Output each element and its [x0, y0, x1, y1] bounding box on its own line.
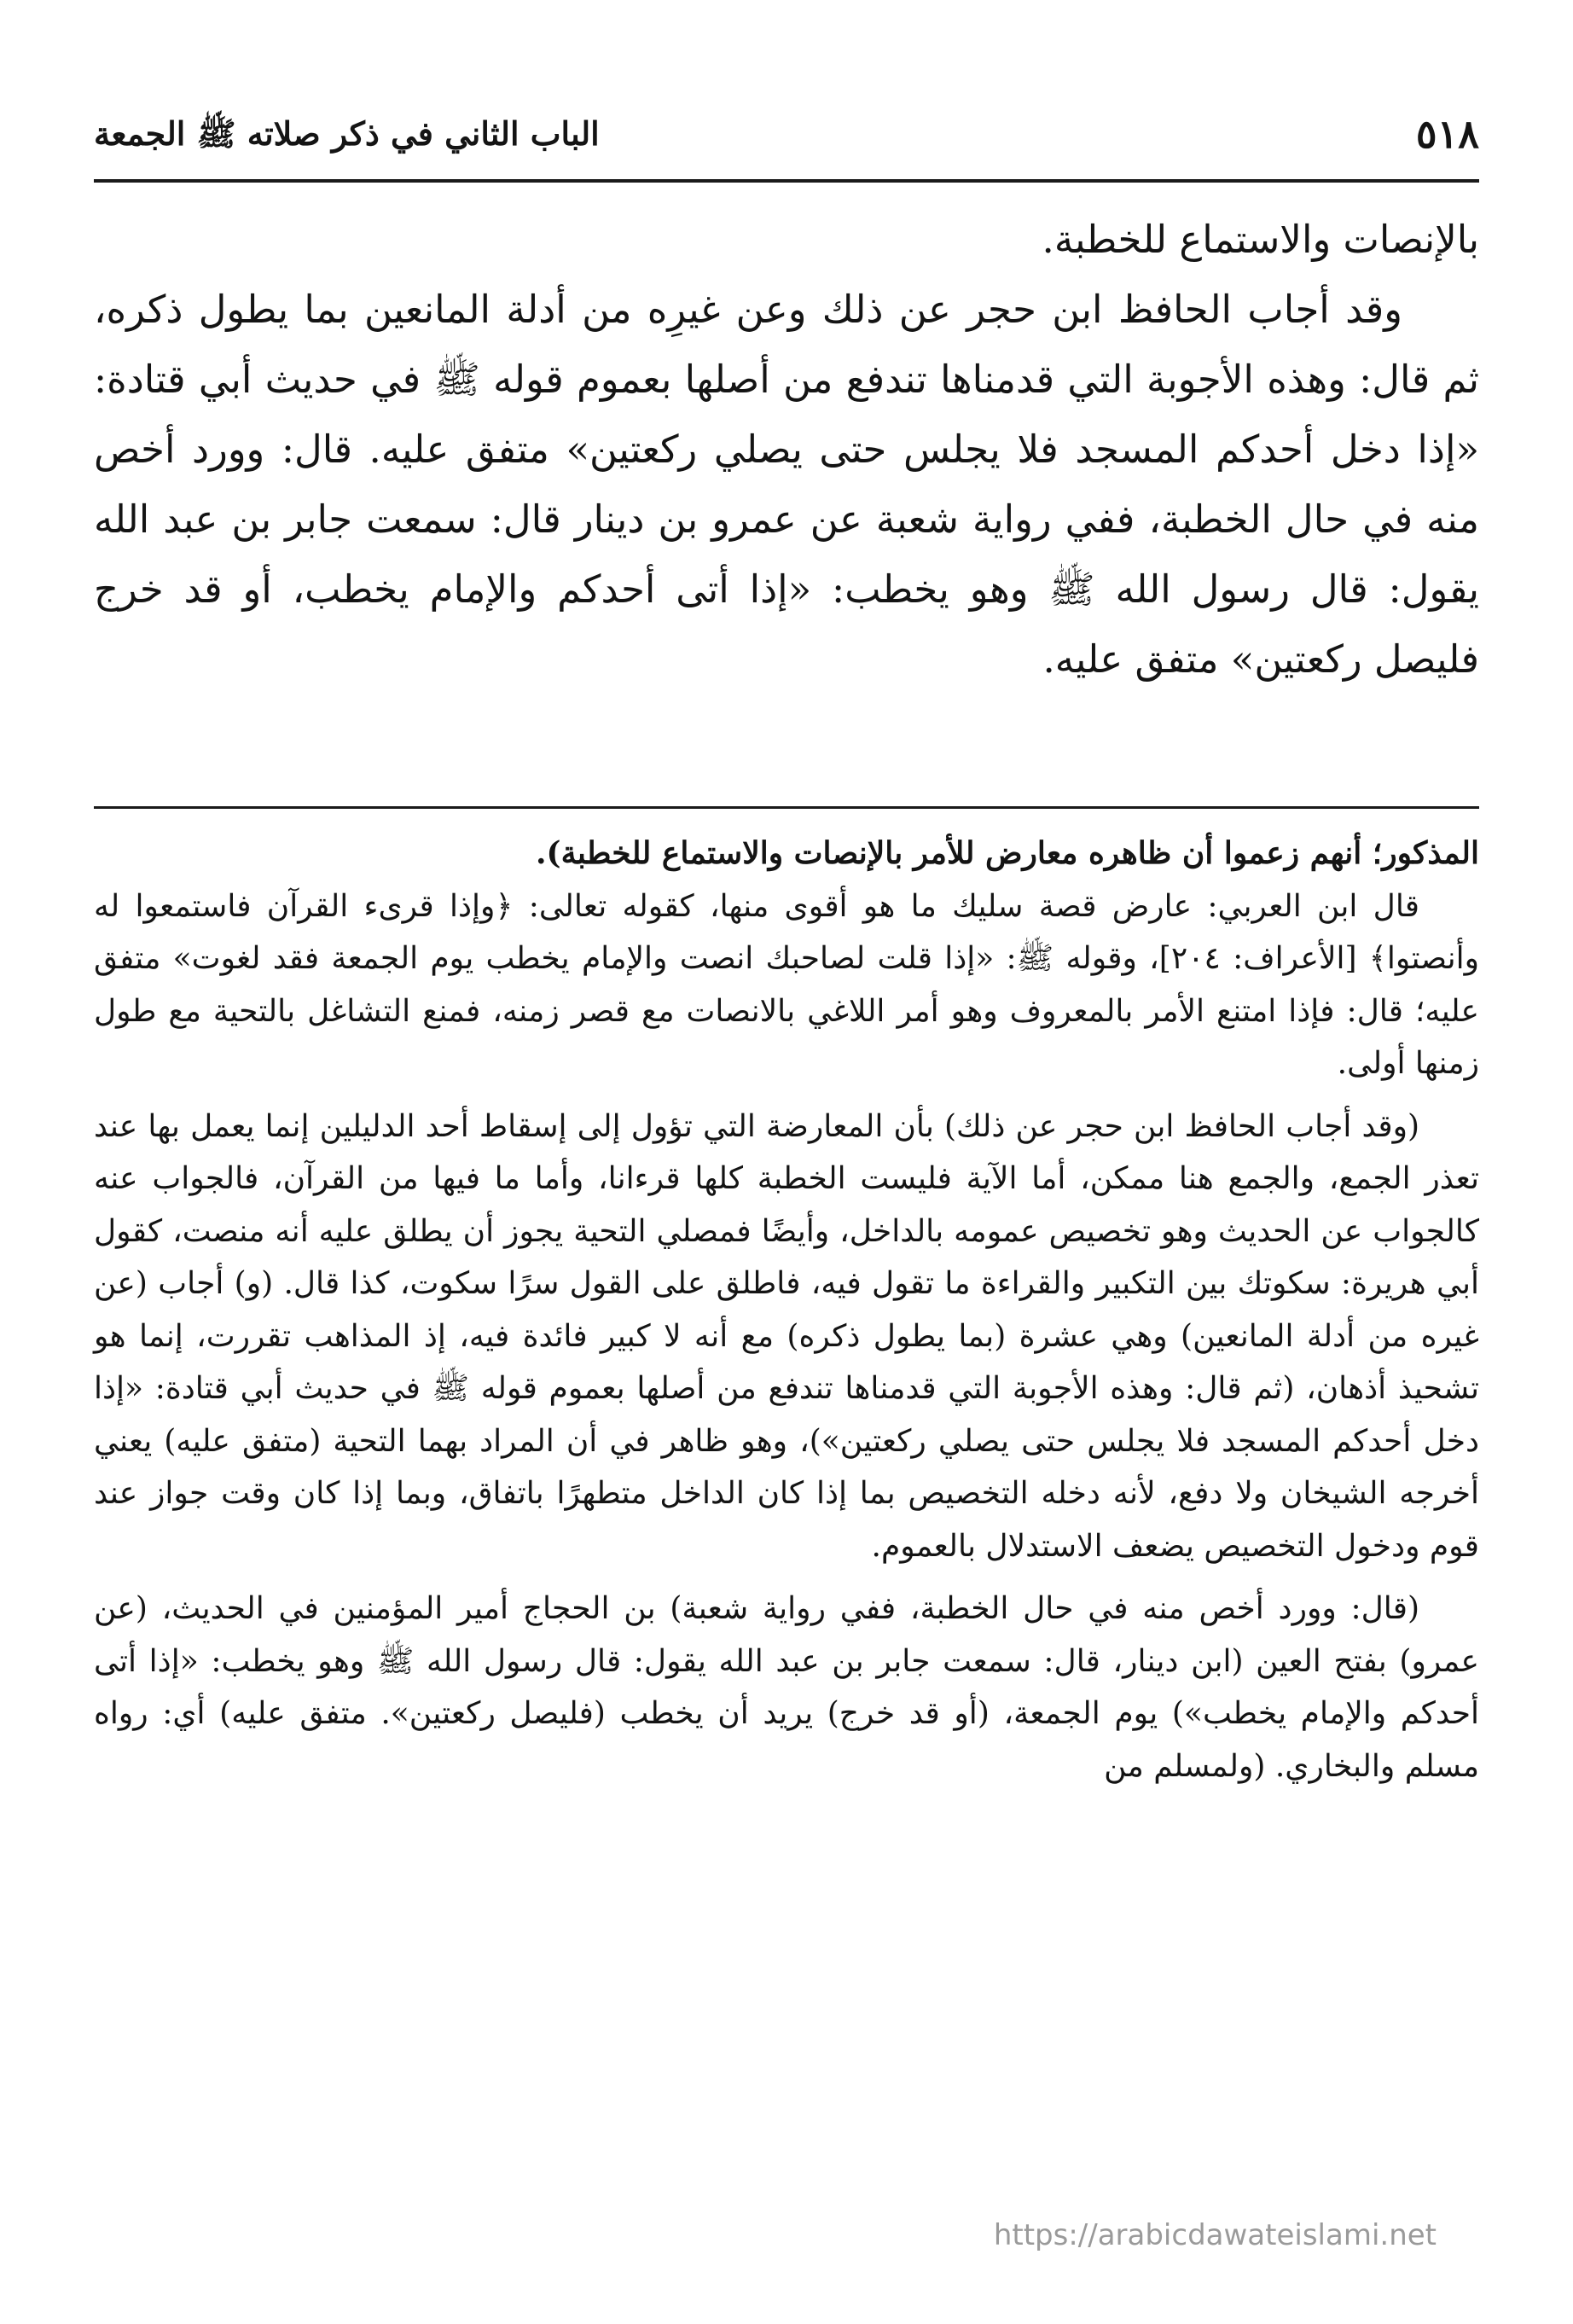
watermark: https://arabicdawateislami.net	[993, 2218, 1437, 2252]
commentary-text	[94, 828, 1479, 1792]
running-title: الباب الثاني في ذكر صلاته ﷺ الجمعة	[94, 114, 600, 153]
commentary-paragraph-1: المذكور؛ أنهم زعموا أن ظاهره معارض للأمر بالإنصات والاستماع للخطبة).	[536, 835, 1479, 871]
header-rule	[94, 179, 1479, 183]
commentary-divider	[94, 806, 1479, 809]
commentary-paragraph-2: قال ابن العربي: عارض قصة سليك ما هو أقوى منها، كقوله تعالى: ﴿وإذا قرىء القرآن فاستمعوا له وأنصتوا﴾ [الأعراف: ٢٠٤]، وقوله ﷺ: «إذا قلت لصاحبك انصت والإمام يخطب يوم الجمعة فقد لغوت» متفق عليه؛ قال: فإذا امتنع الأمر بالمعروف وهو أمر اللاغي بالانصات مع قصر زمنه، فمنع التشاغل بالتحية مع طول زمنها أولى.	[94, 888, 1479, 1081]
main-text	[94, 205, 1479, 694]
main-paragraph-2: وقد أجاب الحافظ ابن حجر عن ذلك وعن غيرِه من أدلة المانعين بما يطول ذكره، ثم قال: وهذه الأجوبة التي قدمناها تندفع من أصلها بعموم قوله ﷺ في حديث أبي قتادة: «إذا دخل أحدكم المسجد فلا يجلس حتى يصلي ركعتين» متفق عليه. قال: وورد أخص منه في حال الخطبة، ففي رواية شعبة عن عمرو بن دينار قال: سمعت جابر بن عبد الله يقول: قال رسول الله ﷺ وهو يخطب: «إذا أتى أحدكم والإمام يخطب، أو قد خرج فليصل ركعتين» متفق عليه.	[94, 287, 1479, 682]
commentary-paragraph-3: (وقد أجاب الحافظ ابن حجر عن ذلك) بأن المعارضة التي تؤول إلى إسقاط أحد الدليلين إنما يعمل بها عند تعذر الجمع، والجمع هنا ممكن، أما الآية فليست الخطبة كلها قرءانا، وأما ما فيها من القرآن، فالجواب عنه كالجواب عن الحديث وهو تخصيص عمومه بالداخل، وأيضًا فمصلي التحية يجوز أن يطلق عليه أنه منصت، كقول أبي هريرة: سكوتك بين التكبير والقراءة ما تقول فيه، فاطلق على القول سرًا سكوت، كذا قال. (و) أجاب (عن غيره من أدلة المانعين) وهي عشرة (بما يطول ذكره) مع أنه لا كبير فائدة فيه، إذ المذاهب تقررت، إنما هو تشحيذ أذهان، (ثم قال: وهذه الأجوبة التي قدمناها تندفع من أصلها بعموم قوله ﷺ في حديث أبي قتادة: «إذا دخل أحدكم المسجد فلا يجلس حتى يصلي ركعتين»)، وهو ظاهر في أن المراد بهما التحية (متفق عليه) يعني أخرجه الشيخان ولا دفع، لأنه دخله التخصيص بما إذا كان الداخل متطهرًا باتفاق، وبما إذا كان وقت جواز عند قوم ودخول التخصيص يضعف الاستدلال بالعموم.	[94, 1108, 1479, 1564]
page-header	[94, 102, 1479, 171]
main-paragraph-1: بالإنصات والاستماع للخطبة.	[1042, 217, 1479, 262]
commentary-paragraph-4: (قال: وورد أخص منه في حال الخطبة، ففي رواية شعبة) بن الحجاج أمير المؤمنين في الحديث، (عن عمرو) بفتح العين (ابن دينار، قال: سمعت جابر بن عبد الله يقول: قال رسول الله ﷺ وهو يخطب: «إذا أتى أحدكم والإمام يخطب») يوم الجمعة، (أو قد خرج) يريد أن يخطب (فليصل ركعتين». متفق عليه) أي: رواه مسلم والبخاري. (ولمسلم من	[94, 1591, 1479, 1784]
page-number: ٥١٨	[1415, 111, 1479, 157]
